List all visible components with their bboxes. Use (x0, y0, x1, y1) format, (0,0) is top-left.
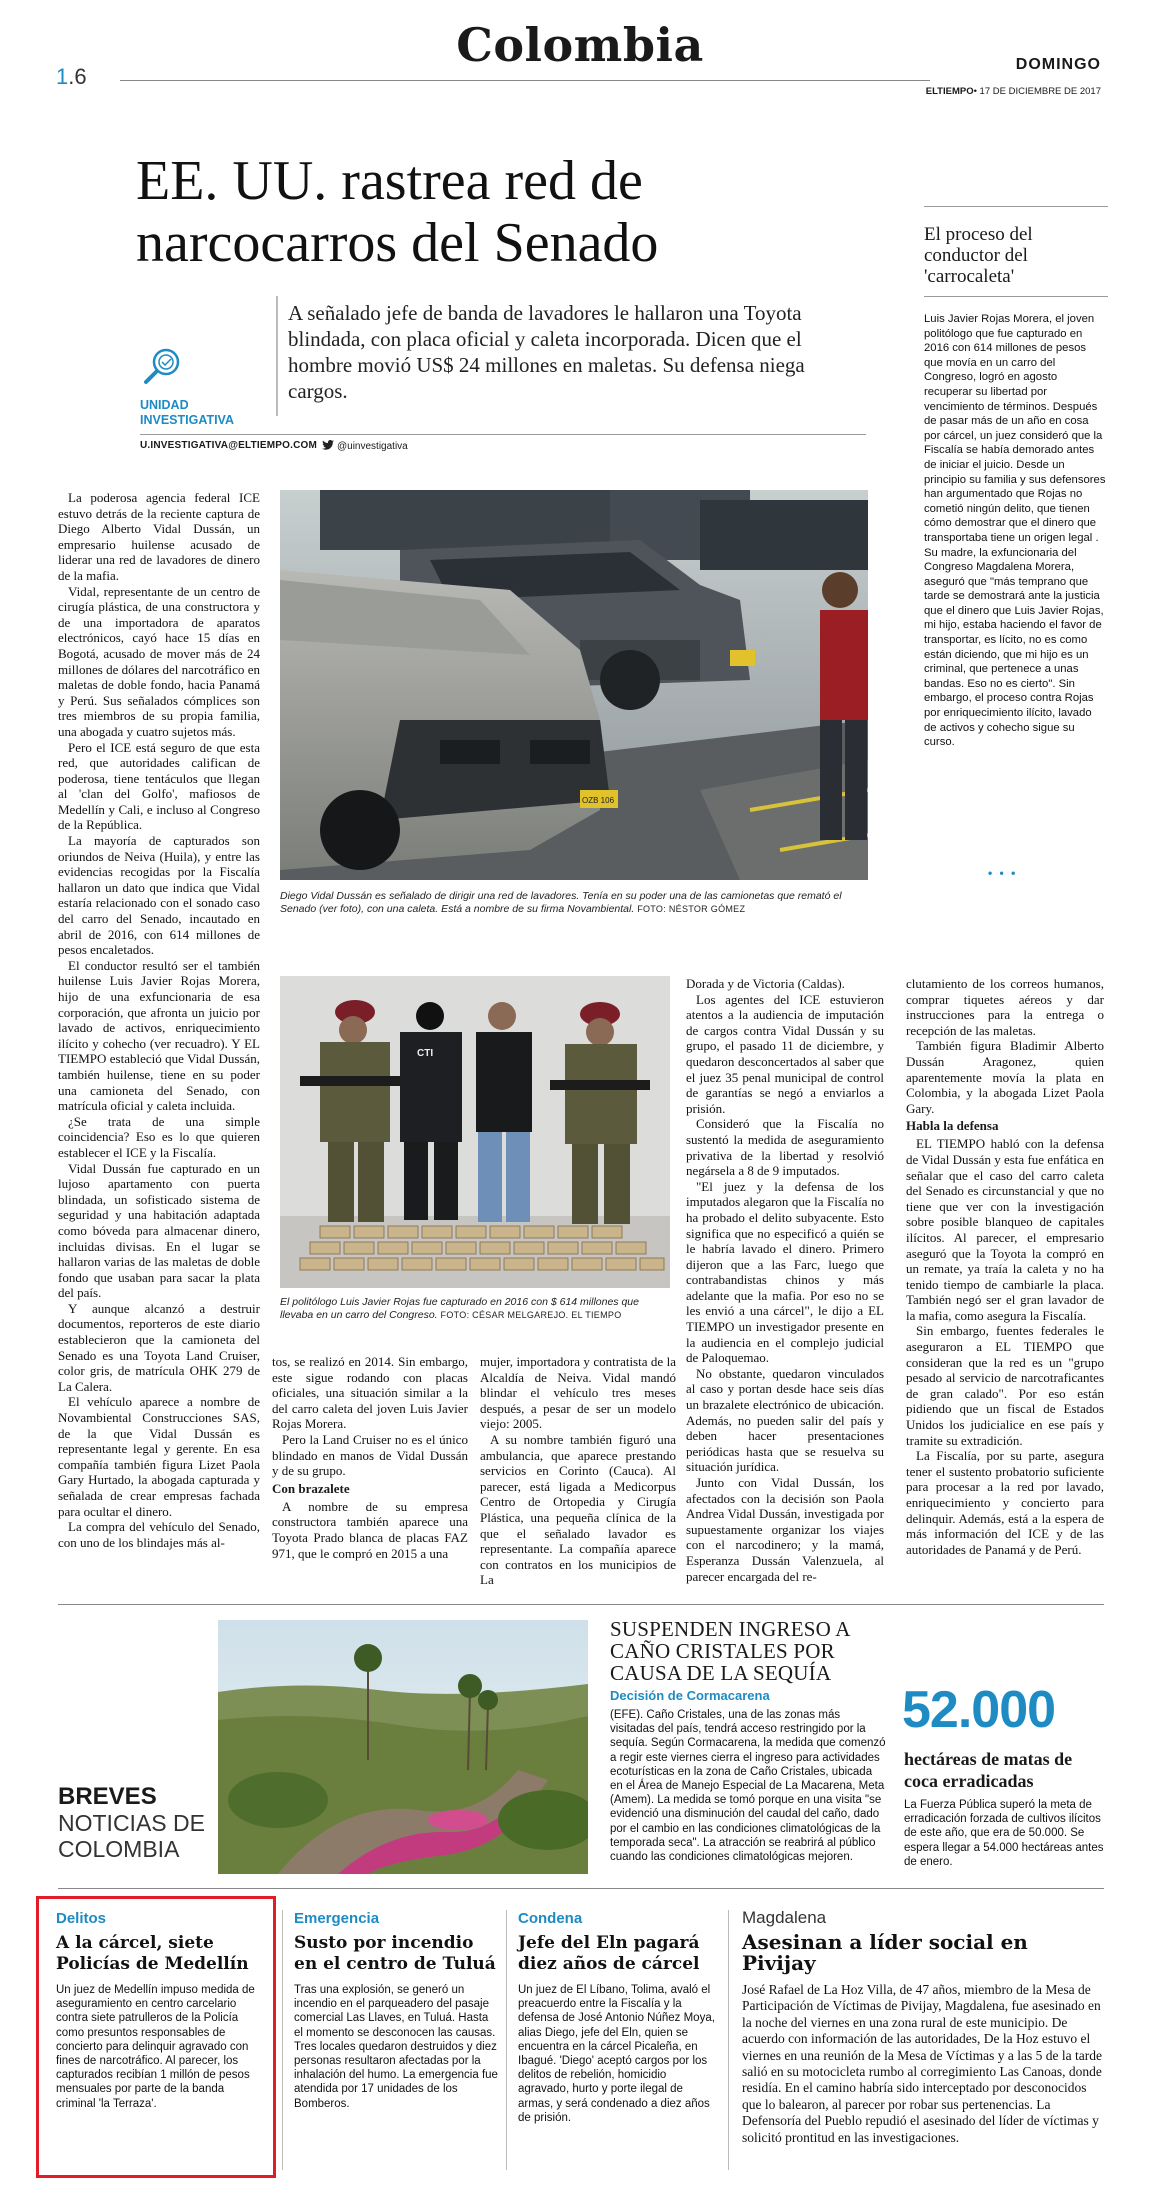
brief-divider-1 (282, 1910, 283, 2170)
deck-rule-left (276, 296, 278, 416)
photo-capture-credit: FOTO: CÉSAR MELGAREJO. EL TIEMPO (440, 1310, 622, 1320)
stat-number: 52.000 (902, 1681, 1056, 1739)
col5-p1: clutamiento de los correos humanos, comprar tiquetes aéreos y dar instrucciones para la entrega o recepción de las maletas. (906, 976, 1104, 1038)
photo-cars-caption-text: Diego Vidal Dussán es señalado de dirigir una red de lavadores. Tenía en su poder una de las camionetas que remató el Senado (ver foto), con una caleta. Está a nombre de su firma Novambiental. (280, 890, 842, 915)
deck: A señalado jefe de banda de lavadores le hallaron una Toyota blindada, con placa oficial y caleta incorporada. Dicen que el hombre movió US$ 24 millones en maletas. Su defensa niega cargos. (288, 301, 805, 403)
brief-magdalena (742, 1908, 1106, 2146)
header-dateline (926, 86, 1101, 97)
col4-p5: No obstante, quedaron vinculados al caso y portan desde hace seis días un brazalete electrónico de ubicación. Además, no pueden salir del país y deben hacer presentaciones periódicas hasta que se resuelva su situación jurídica. (686, 1365, 884, 1475)
byline-unit (140, 398, 234, 428)
brief-magdalena-title: Asesinan a líder social en Pivijay (742, 1930, 1028, 1975)
col2-p1: tos, se realizó en 2014. Sin embargo, este sigue rodando con placas oficiales, una situación similar a la del carro caleta del joven Luis Javier Rojas Morera. (272, 1354, 468, 1432)
page-number-suffix: .6 (68, 64, 87, 89)
photo-cars (280, 490, 868, 880)
col4-p3: Consideró que la Fiscalía no sustentó la medida de aseguramiento privativa de la libertad y resolvió negársela a 8 de 9 imputados. (686, 1116, 884, 1179)
briefs-top-rule (58, 1604, 1104, 1605)
magnifier-icon (140, 346, 184, 394)
byline-unit-line2: INVESTIGATIVA (140, 413, 234, 427)
col5-p5: La Fiscalía, por su parte, asegura tener el sustento probatorio suficiente para procesar a la red por lavado, enriquecimiento y concierto para delinquir. Además, está a la espera de más información del ICE y de las autoridades de Panamá y de Perú. (906, 1448, 1104, 1557)
col4-p6: Junto con Vidal Dussán, los afectados con la decisión son Paola Andrea Vidal Dussán, investigada por supuestamente organizar los viajes con el narcodinero; y la mamá, Esperanza Dussán Valenzuela, al parecer encargada del re- (686, 1475, 884, 1584)
brief-emergencia-text: Tras una explosión, se generó un incendio en el parqueadero del pasaje comercial Las Llaves, en Tuluá. Hasta el momento se desconocen las causas. Tres locales quedaron destruidos y diez personas resultaron afectadas por la inhalación del humo. La emergencia fue atendida por 17 unidades de los Bomberos. (294, 1984, 498, 2110)
photo-capture-caption-text: El politólogo Luis Javier Rojas fue capturado en 2016 con $ 614 millones que llevaba en un carro del Congreso. (280, 1296, 639, 1321)
brief-divider-3 (728, 1910, 729, 2170)
col4-p1: Dorada y de Victoria (Caldas). (686, 976, 845, 991)
col4-p4: "El juez y la defensa de los imputados alegaron que la Fiscalía no ha probado el delito subyacente. Esto significa que no especificó a quién se le habría lavado el dinero. Primero dijeron que a las Farc, luego que contrabandistas chinos y más adelante que la mafia. Por eso no se les envió a una cárcel", le dijo a EL TIEMPO un investigador presente en la audiencia en el complejo judicial de Paloquemao. (686, 1178, 884, 1366)
sidebar-title: El proceso del conductor del 'carrocaleta' (924, 224, 1033, 287)
header-rule (120, 80, 930, 81)
col1-p3: Pero el ICE está seguro de que esta red, que autoridades califican de poderosa, tiene tentáculos que llegan al 'clan del Golfo', mafiosos de Medellín y Cali, e incluso al Congreso de la República. (58, 739, 260, 833)
byline-twitter[interactable] (322, 440, 408, 452)
briefs-label-line3: COLOMBIA (58, 1836, 180, 1862)
brief-emergencia-title: Susto por incendio en el centro de Tuluá (294, 1933, 496, 1974)
briefs-label-bold: BREVES (58, 1783, 157, 1810)
brief-delitos (56, 1910, 266, 2111)
photo-cars-credit: FOTO: NÉSTOR GÓMEZ (637, 904, 746, 914)
col1-p4: La mayoría de capturados son oriundos de Neiva (Huila), y entre las evidencias recogidas por la Fiscalía hallaron un dato que indica que Vidal estaría relacionado con el sonado caso del carro del Senado, incautado en abril de 2016, con 614 millones de pesos encaletados. (58, 833, 260, 958)
col1-p7: Vidal Dussán fue capturado en un lujoso apartamento con puerta blindada, un sofisticado sistema de seguridad y una habitación adaptada como bóveda para almacenar dinero, incluidas divisas. En el lugar se hallaron varias de las maletas de doble fondo que usaban para sacar la plata del país. (58, 1160, 260, 1301)
brief-emergencia-category: Emergencia (294, 1910, 380, 1927)
col1-p8: Y aunque alcanzó a destruir documentos, reporteros de este diario establecieron que la camioneta del Senado es una Toyota Land Cruiser, color gris, de matrícula OHK 279 de La Calera. (58, 1300, 260, 1394)
col3-p1: mujer, importadora y contratista de la Alcaldía de Neiva. Vidal mandó blindar el vehículo tres meses después, a pesar de ser un modelo viejo: 2005. (480, 1354, 676, 1432)
header-date: • 17 DE DICIEMBRE DE 2017 (973, 86, 1101, 97)
brief-condena (518, 1910, 718, 2125)
body-col-2 (272, 1354, 468, 1561)
brief-magdalena-category: Magdalena (742, 1908, 827, 1927)
photo-cano-cristales (218, 1620, 588, 1874)
brief-delitos-text: Un juez de Medellín impuso medida de aseguramiento en centro carcelario contra siete patrulleros de la Policía como presuntos responsables de concierto para delinquir agravado con fines de narcotráfico. Al parecer, los capturados recibían 1 millón de pesos mensuales por parte de la banda criminal 'la Terraza'. (56, 1984, 255, 2110)
sidebar-rule (924, 206, 1108, 207)
photo-capture-caption (280, 1296, 672, 1322)
byline-unit-line1: UNIDAD (140, 398, 189, 412)
byline-rule (140, 434, 866, 435)
col1-p1: La poderosa agencia federal ICE estuvo detrás de la reciente captura de Diego Alberto Vidal Dussán, un empresario huilense acusado de liderar una red de lavadores de dinero de la mafia. (58, 490, 260, 583)
col1-p9: El vehículo aparece a nombre de Novambiental Construcciones SAS, de la que Vidal Dussán es representante legal y gerente. En esa compañía también figura Lizet Paola Gary Hurtado, la abogada capturada y señalada de crear empresas fachada para ocultar el dinero. (58, 1394, 260, 1519)
col2-p3: A nombre de su empresa constructora también aparece una Toyota Prado blanca de placas FAZ 971, que le compró en 2015 a una (272, 1498, 468, 1561)
photo-cars-caption (280, 890, 870, 916)
briefs-bottom-rule (58, 1888, 1104, 1889)
col1-p6: ¿Se trata de una simple coincidencia? Eso es lo que quieren establecer el ICE y la Fiscalía. (58, 1113, 260, 1160)
section-title: Colombia (456, 18, 704, 72)
header-day: DOMINGO (1015, 56, 1101, 73)
sidebar-text: Luis Javier Rojas Morera, el joven politólogo que fue capturado en 2016 con 614 millones de pesos que movía en un carro del Congreso, logró en agosto recuperar su libertad por vencimiento de términos. Después de pasar más de un año en cosa por cárcel, un juez consideró que la Fiscalía se había demorado antes de iniciar el juicio. Desde un principio su familia y sus defensores han argumentado que Rojas no cometió ningún delito, que tienen cómo demostrar que el dinero que transportaba tiene un origen legal . Su madre, la exfuncionaria del Congreso Magdalena Morera, aseguró que "más temprano que tarde se demostrará ante la justicia que el dinero que Luis Javier Rojas, mi hijo, estaba haciendo el favor de transportar, es lícito, no es como están diciendo, que mi hijo es un criminal, que pertenece a unas bandas. Eso no es cierto". Sin embargo, el proceso contra Rojas por enriquecimiento ilícito, lavado de activos y cohecho sigue su curso. (924, 313, 1106, 749)
briefs-label-line2: NOTICIAS DE (58, 1810, 205, 1836)
brief-condena-title: Jefe del Eln pagará diez años de cárcel (518, 1933, 700, 1974)
twitter-icon (322, 440, 334, 450)
col4-p2: Los agentes del ICE estuvieron atentos a la audiencia de imputación de cargos contra Vidal Dussán y su grupo, el pasado 11 de diciembre, y quedaron desconcertados al saber que el juez 35 penal municipal de control de garantías se negó a enviarlos a prisión. (686, 991, 884, 1116)
sidebar-more: • • • (988, 866, 1018, 880)
photo-capture (280, 976, 670, 1288)
col2-subhead: Con brazalete (272, 1480, 350, 1496)
byline-email[interactable]: U.INVESTIGATIVA@ELTIEMPO.COM (140, 440, 318, 451)
brief-emergencia (294, 1910, 500, 2111)
body-col-5 (906, 976, 1104, 1557)
col5-p2: También figura Bladimir Alberto Dussán Aragonez, quien aparentemente movía la plata en Colombia, y la abogada Lizet Paola Gary. (906, 1038, 1104, 1116)
col5-subhead: Habla la defensa (906, 1118, 999, 1134)
col5-p3: EL TIEMPO habló con la defensa de Vidal Dussán y esta fue enfática en señalar que el caso del carro caleta del Senado es circunstancial y que no tiene que ver con la investigación sobre posible blanqueo de capitales ilícitos. Al parecer, el empresario aseguró que la Toyota la compró en un remate, ya traía la caleta y no ha tenido tiempo de cambiarle la placa. También negó ser el gran lavador de la mafia, como asegura la Fiscalía. (906, 1136, 1104, 1323)
brief-condena-text: Un juez de El Líbano, Tolima, avaló el preacuerdo entre la Fiscalía y la defensa de José Antonio Núñez Moya, alias Diego, jefe del Eln, quien se encuentra en la cárcel Picaleña, en Ibagué. 'Diego' aceptó cargos por los delitos de rebelión, homicidio agravado, hurto y porte ilegal de armas, y será condenado a diez años de prisión. (518, 1984, 715, 2124)
page-number-prefix: 1 (56, 64, 69, 89)
sidebar-title-rule (924, 296, 1108, 297)
col2-p2: Pero la Land Cruiser no es el único blindado en manos de Vidal Dussán y de su grupo. (272, 1431, 468, 1479)
page-number (56, 64, 87, 90)
briefs-label (58, 1784, 208, 1862)
byline-twitter-handle: @uinvestigativa (337, 441, 408, 452)
body-col-4 (686, 976, 884, 1584)
col1-p2: Vidal, representante de un centro de cirugía plástica, de una constructora y de una importadora de aparatos electrónicos, cayó hace 15 días en Bogotá, acusado de mover más de 24 millones de dólares del narcotráfico en maletas de doble fondo, hacia Panamá y Perú. Sus señalados cómplices son tres miembros de su propia familia, una abogada y cuatro sujetos más. (58, 583, 260, 739)
stat-text: La Fuerza Pública superó la meta de erradicación forzada de cultivos ilícitos de este año, que era de 50.000. Se espera llegar a 54.000 hectáreas antes de enero. (904, 1799, 1104, 1868)
brief-divider-2 (506, 1910, 507, 2170)
col3-p2: A su nombre también figuró una ambulancia, que aparece prestando servicios en Corinto (Cauca). Al parecer, está ligada a Medicorpus Centro de Ortopedia y Cirugía Plástica, una pequeña clínica de la que el señalado lavador es representante. La compañía aparece con contratos en los municipios de La (480, 1431, 676, 1588)
body-col-1 (58, 490, 260, 1550)
body-col-3 (480, 1354, 676, 1588)
cano-subhead: Decisión de Cormacarena (610, 1688, 770, 1703)
car-plate-text: OZB 106 (582, 796, 615, 805)
stat-label: hectáreas de matas de coca erradicadas (904, 1749, 1073, 1791)
brief-magdalena-text: José Rafael de La Hoz Villa, de 47 años, miembro de la Mesa de Participación de Víctimas de Pivijay, Magdalena, fue asesinado en la noche del viernes en una zona rural de este municipio. De acuerdo con información de las autoridades, De la Hoz estuvo el viernes en una reunión de la Mesa de Víctimas y a las 5 de la tarde salió en su motocicleta rumbo al corregimiento Las Canoas, donde residía. En el camino habría sido interceptado por desconocidos que lo balearon, al parecer por robar sus pertenencias. La Defensoría del Pueblo repudió el asesinado del líder de víctimas y solicitó prontitud en las investigaciones. (742, 1982, 1102, 2145)
brief-delitos-title: A la cárcel, siete Policías de Medellín (56, 1933, 249, 1974)
headline-line-2: narcocarros del Senado (136, 212, 659, 274)
col5-p4: Sin embargo, fuentes federales le aseguraron a EL TIEMPO que consideran que la red es un "grupo pesado al servicio de narcotraficantes de gran calado". Por eso están pidiendo que un fiscal de Estados Unidos los judicialice en ese país y tramite su extradición. (906, 1323, 1104, 1448)
headline (136, 150, 896, 274)
col1-p5: El conductor resultó ser el también huilense Luis Javier Rojas Morera, hijo de una exfuncionaria de esa corporación, que afronta un juicio por lavado de activos, enriquecimiento ilícito y cohecho (ver recuadro). Y EL TIEMPO estableció que Vidal Dussán, también huilense, tiene en su poder una camioneta del Senado, con matrícula oficial y caleta incluida. (58, 957, 260, 1114)
paper-name: ELTIEMPO (925, 86, 974, 97)
cano-text: (EFE). Caño Cristales, una de las zonas más visitadas del país, tendrá acceso restringido por la sequía. Según Cormacarena, la medida que comenzó a regir este viernes cierra el ingreso para actividades ecoturísticas en la zona de Caño Cristales, ubicada en el Área de Manejo Especial de La Macarena, Meta (Amem). La medida se tomó porque en una visita "se evidenció una disminución del caudal del caño, dado por el cambio en las condiciones climatológicas de la temporada seca". La atracción se reabrirá al público cuando las condiciones climatológicas mejoren. (610, 1709, 886, 1864)
brief-condena-category: Condena (518, 1910, 583, 1927)
headline-line-1: EE. UU. rastrea red de (136, 150, 643, 212)
cano-title: SUSPENDEN INGRESO A CAÑO CRISTALES POR CAUSA DE LA SEQUÍA (610, 1617, 850, 1685)
brief-delitos-category: Delitos (56, 1910, 107, 1927)
col1-p10: La compra del vehículo del Senado, con uno de los blindajes más al- (58, 1519, 260, 1550)
cti-vest-text: CTI (417, 1048, 434, 1059)
